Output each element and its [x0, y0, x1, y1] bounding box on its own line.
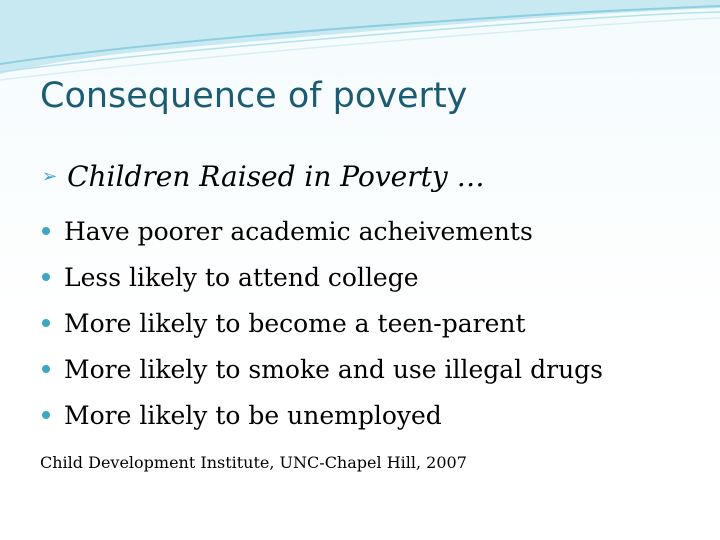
bullet-item: [42, 208, 603, 254]
bullet-text: Have poorer academic acheivements: [64, 216, 533, 246]
bullet-text: More likely to be unemployed: [64, 400, 442, 430]
bullet-text: Less likely to attend college: [64, 262, 419, 292]
slide-title: Consequence of poverty: [40, 76, 468, 116]
arrow-bullet-icon: ➢: [42, 166, 58, 187]
bullet-text: More likely to smoke and use illegal drugs: [64, 354, 604, 384]
bullet-dot-icon: [42, 365, 50, 373]
bullet-item: [42, 392, 603, 438]
bullet-dot-icon: [42, 411, 50, 419]
subheading-text: Children Raised in Poverty …: [67, 160, 485, 193]
bullet-dot-icon: [42, 227, 50, 235]
subheading: [42, 160, 485, 193]
bullet-text: More likely to become a teen-parent: [64, 308, 526, 338]
bullet-list: [42, 208, 603, 438]
citation: Child Development Institute, UNC-Chapel Hill, 2007: [40, 453, 467, 472]
bullet-item: [42, 254, 603, 300]
bullet-item: [42, 300, 603, 346]
bullet-item: [42, 346, 603, 392]
bullet-dot-icon: [42, 319, 50, 327]
bullet-dot-icon: [42, 273, 50, 281]
